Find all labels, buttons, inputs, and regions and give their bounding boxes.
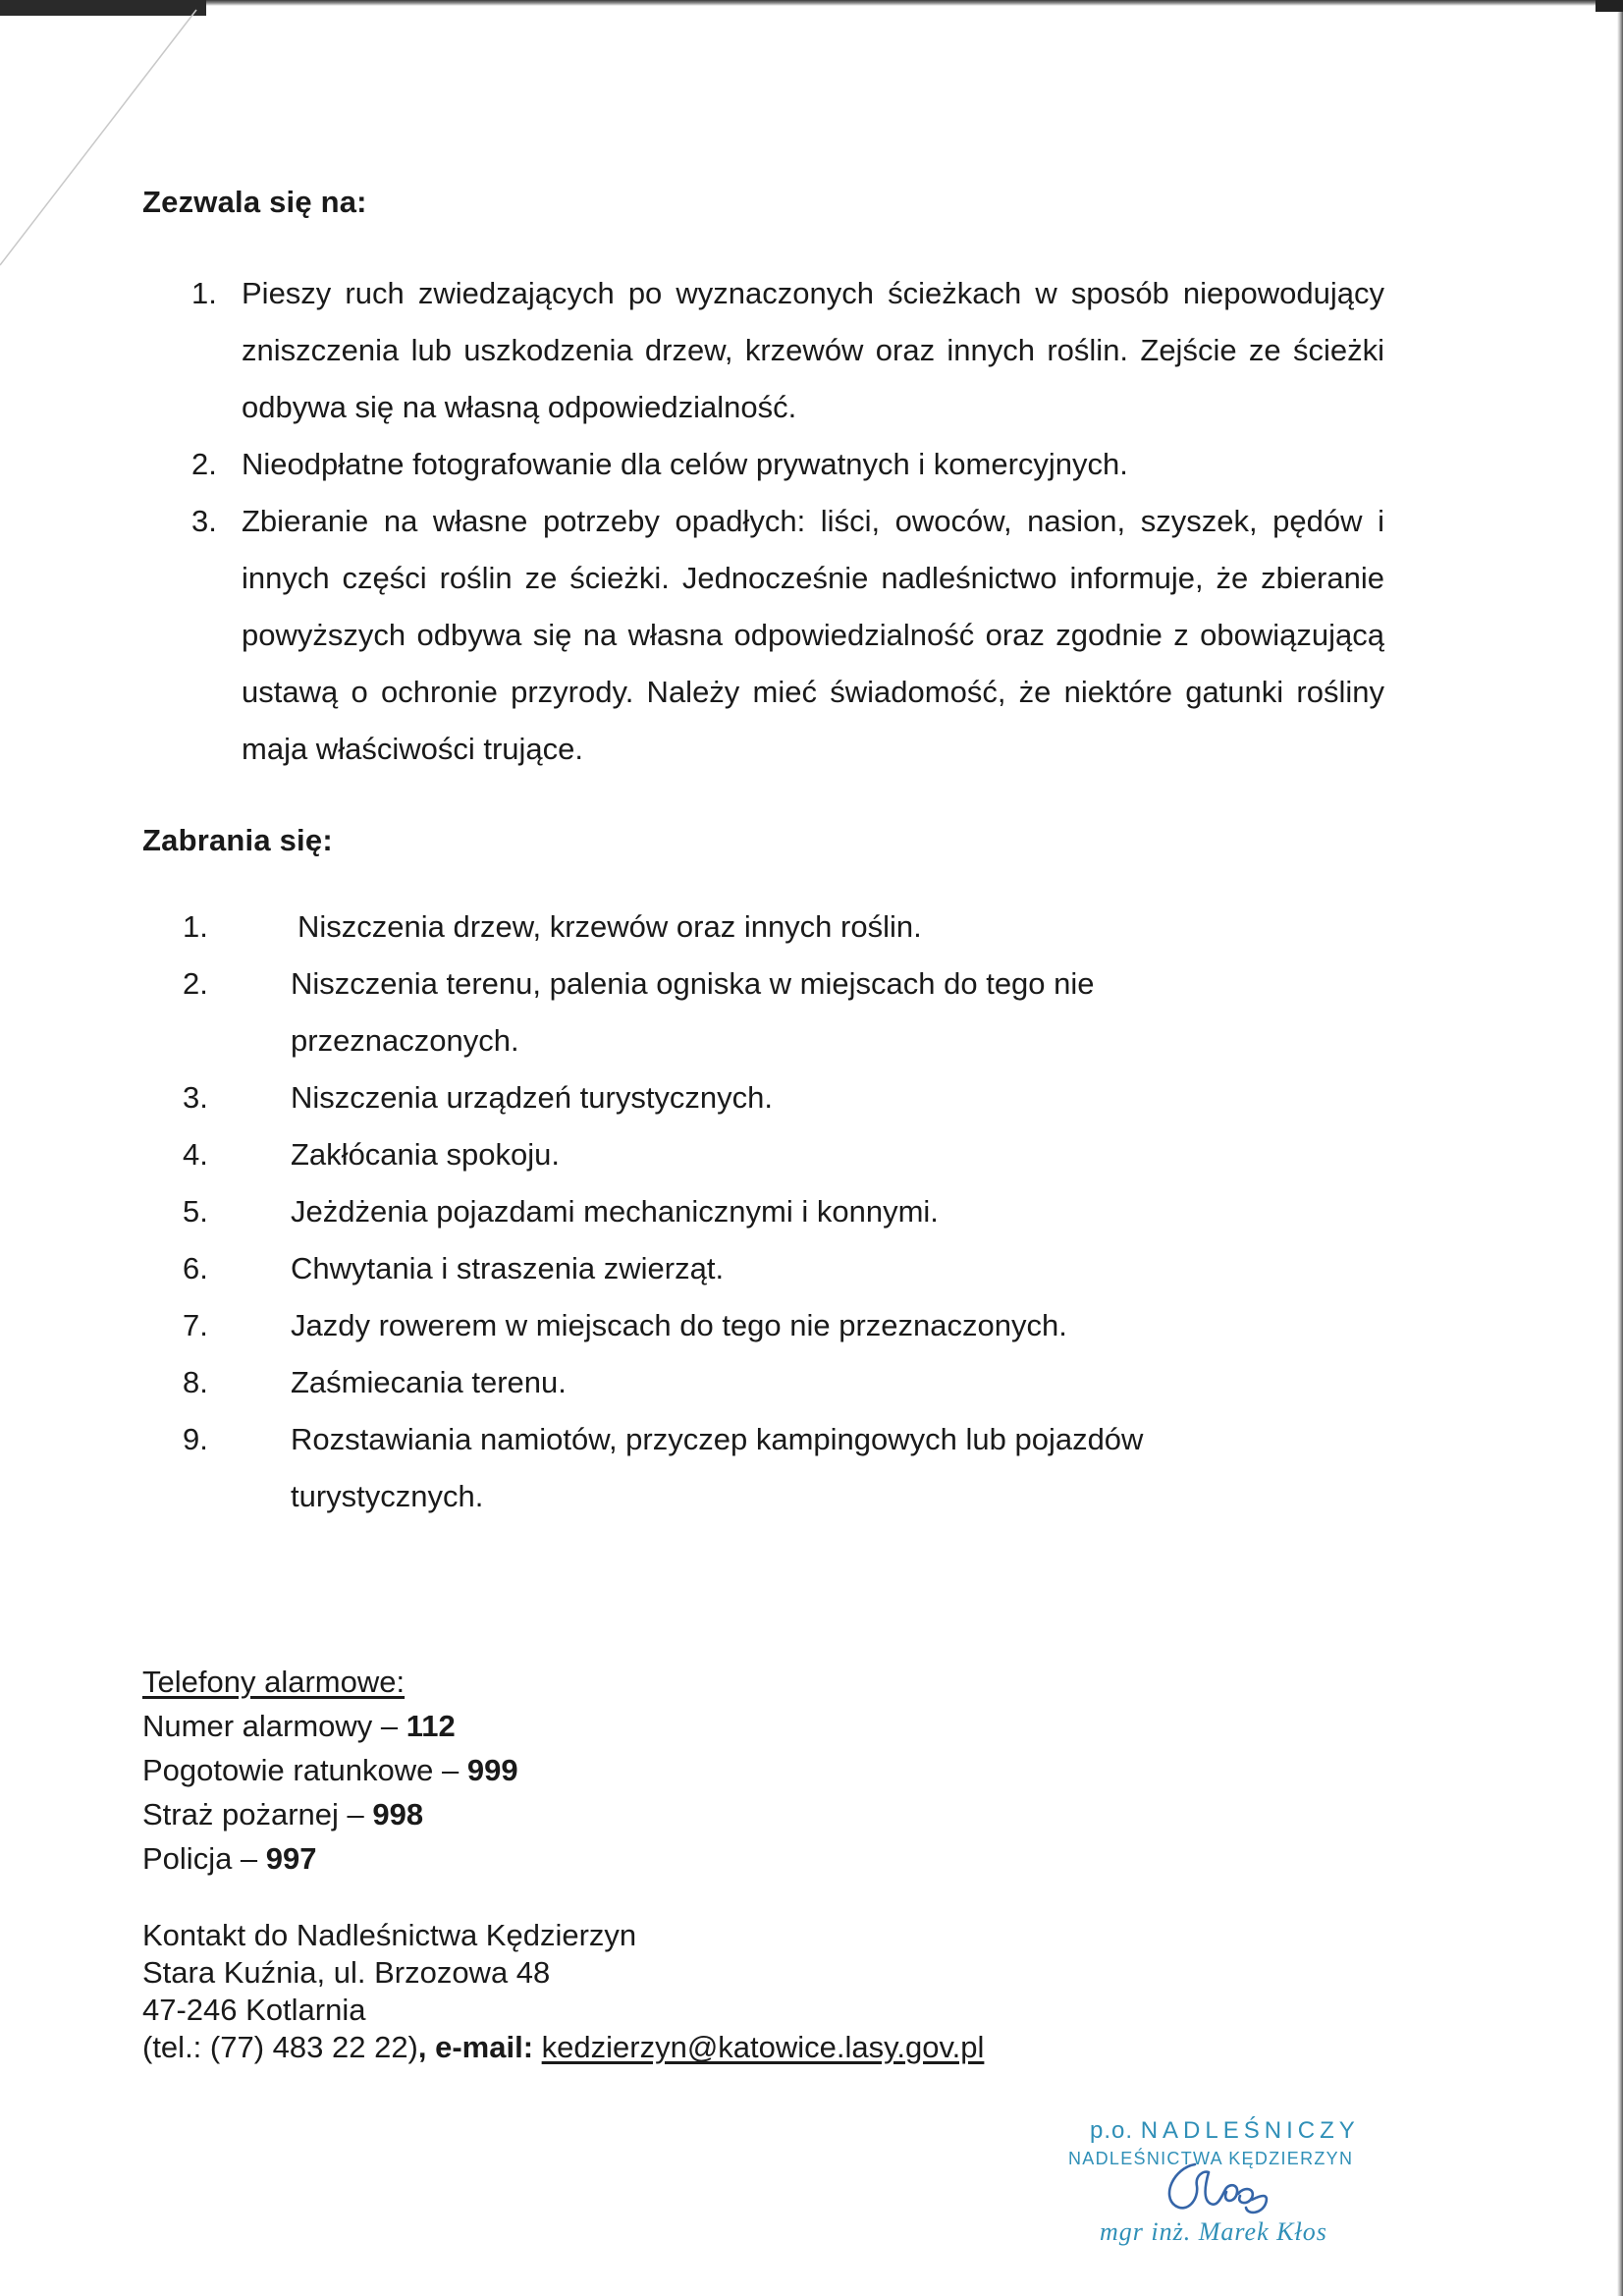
scan-edge-right	[1617, 0, 1623, 2296]
list-item-number: 5.	[183, 1194, 208, 1229]
phone-number: 998	[372, 1797, 424, 1831]
phone-entry	[142, 1792, 518, 1836]
list-item	[191, 493, 1384, 778]
list-item-number: 6.	[183, 1251, 208, 1285]
list-item-number: 4.	[183, 1137, 208, 1172]
list-item	[183, 1354, 1263, 1411]
list-item-text: Pieszy ruch zwiedzających po wyznaczonych ścieżkach w sposób niepowodujący zniszczenia lub uszkodzenia drzew, krzewów oraz innych roślin. Zejście ze ścieżki odbywa się na własną odpowiedzialność.	[242, 276, 1384, 424]
list-item-number: 7.	[183, 1308, 208, 1342]
stamp-prefix: p.o.	[1090, 2117, 1141, 2144]
email-link[interactable]: kedzierzyn@katowice.lasy.gov.pl	[541, 2030, 985, 2064]
list-item-text: Jeżdżenia pojazdami mechanicznymi i konnymi.	[291, 1194, 939, 1229]
list-item	[191, 265, 1384, 436]
forbid-heading: Zabrania się:	[142, 823, 333, 857]
allow-list	[191, 265, 1384, 778]
phone-label: Numer alarmowy –	[142, 1709, 406, 1743]
contact-title: Kontakt do Nadleśnictwa Kędzierzyn	[142, 1918, 637, 1952]
list-item-text: Niszczenia urządzeń turystycznych.	[291, 1080, 774, 1115]
phone-entry	[142, 1748, 518, 1792]
contact-phone: (tel.: (77) 483 22 22)	[142, 2030, 418, 2064]
contact-block	[142, 1917, 984, 2066]
phone-number: 997	[265, 1841, 317, 1876]
emergency-phones	[142, 1660, 518, 1881]
list-item	[183, 1297, 1263, 1354]
list-item	[183, 1411, 1263, 1525]
list-item	[191, 436, 1384, 493]
list-item	[183, 1183, 1263, 1240]
list-item-number: 1.	[183, 909, 208, 944]
stamp-office: NADLEŚNICTWA KĘDZIERZYN	[1068, 2149, 1354, 2168]
list-item-text: Niszczenia drzew, krzewów oraz innych roślin.	[298, 909, 922, 944]
list-item-number: 3.	[183, 1080, 208, 1115]
phone-label: Pogotowie ratunkowe –	[142, 1753, 467, 1787]
list-item	[183, 1240, 1263, 1297]
list-item-text: Zakłócania spokoju.	[291, 1137, 560, 1172]
phone-number: 999	[466, 1753, 518, 1787]
list-item-text: Zaśmiecania terenu.	[291, 1365, 567, 1399]
stamp-role: NADLEŚNICZY	[1140, 2117, 1360, 2144]
phone-number: 112	[406, 1709, 456, 1743]
handwritten-signature	[1154, 2157, 1301, 2225]
official-stamp	[1060, 2111, 1434, 2259]
contact-phone-email-line	[142, 2029, 984, 2066]
phone-label: Policja –	[142, 1841, 266, 1876]
list-item-number: 3.	[191, 504, 217, 538]
list-item-text: Jazdy rowerem w miejscach do tego nie przeznaczonych.	[291, 1308, 1067, 1342]
list-item-number: 1.	[191, 276, 217, 310]
list-item-text: Chwytania i straszenia zwierząt.	[291, 1251, 725, 1285]
list-item-number: 2.	[183, 966, 208, 1001]
phone-label: Straż pożarnej –	[142, 1797, 373, 1831]
scan-edge-top	[0, 0, 1623, 6]
contact-address-postal: 47-246 Kotlarnia	[142, 1993, 366, 2027]
scan-corner-shadow-right	[1596, 0, 1623, 12]
stamp-role-line	[1090, 2117, 1360, 2145]
phone-entry	[142, 1836, 518, 1881]
list-item	[183, 899, 1263, 956]
list-item-text: Niszczenia terenu, palenia ogniska w miejscach do tego nie przeznaczonych.	[291, 966, 1095, 1058]
phones-title: Telefony alarmowe:	[142, 1665, 406, 1699]
list-item-number: 2.	[191, 447, 217, 481]
email-label: , e-mail:	[417, 2030, 542, 2064]
phone-entry	[142, 1704, 518, 1748]
allow-heading: Zezwala się na:	[142, 185, 367, 219]
stamp-name: mgr inż. Marek Kłos	[1100, 2217, 1327, 2246]
list-item-text: Nieodpłatne fotografowanie dla celów prywatnych i komercyjnych.	[242, 447, 1128, 481]
list-item	[183, 956, 1263, 1069]
list-item-text: Zbieranie na własne potrzeby opadłych: liści, owoców, nasion, szyszek, pędów i innych części roślin ze ścieżki. Jednocześnie nadleśnictwo informuje, że zbieranie powyższych odbywa się na własna odpowiedzialność oraz zgodnie z obowiązującą ustawą o ochronie przyrody. Należy mieć świadomość, że niektóre gatunki rośliny maja właściwości trujące.	[242, 504, 1384, 766]
list-item	[183, 1069, 1263, 1126]
scan-fold-line	[0, 0, 216, 275]
contact-address-street: Stara Kuźnia, ul. Brzozowa 48	[142, 1955, 551, 1990]
list-item	[183, 1126, 1263, 1183]
forbid-list	[183, 899, 1263, 1525]
list-item-number: 9.	[183, 1422, 208, 1456]
list-item-number: 8.	[183, 1365, 208, 1399]
list-item-text: Rozstawiania namiotów, przyczep kampingowych lub pojazdów turystycznych.	[291, 1422, 1144, 1513]
